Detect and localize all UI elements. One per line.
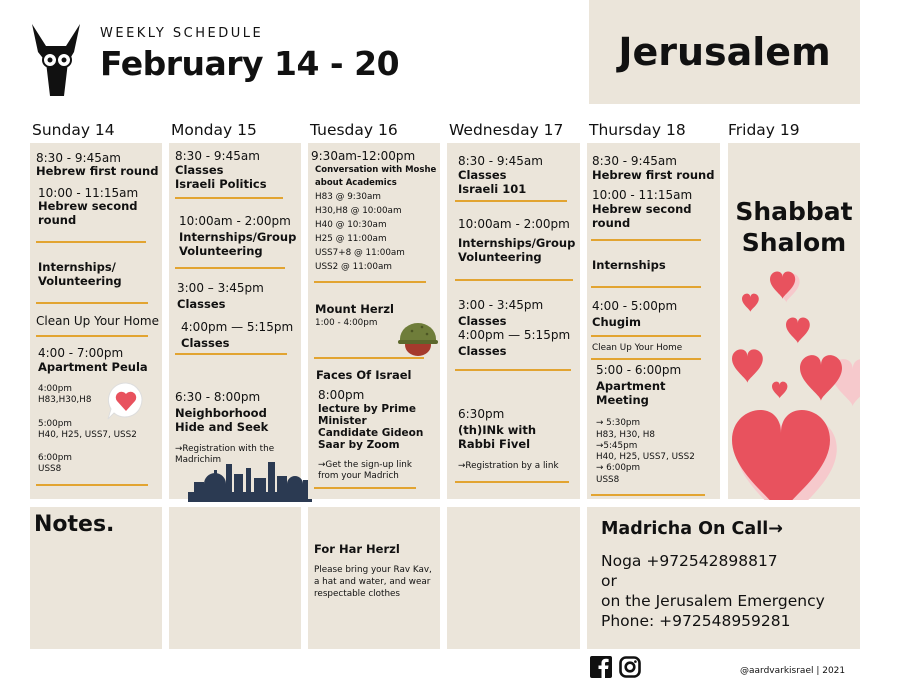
tuesday-column (308, 143, 440, 499)
event-time: 4:00 - 7:00pm (38, 346, 124, 360)
event-title: Hebrew second (592, 202, 692, 216)
divider (175, 353, 287, 355)
divider (36, 484, 148, 486)
event-time: 1:00 - 4:00pm (315, 318, 378, 328)
wednesday-column (447, 143, 580, 499)
event-title: Meeting (596, 393, 649, 407)
event-note: from your Madrich (318, 471, 399, 481)
day-header-tuesday: Tuesday 16 (310, 121, 398, 139)
divider (591, 494, 705, 496)
shabbat-greeting (728, 196, 860, 258)
group-slot: H30,H8 @ 10:00am (315, 206, 402, 216)
group-slot: → 6:00pm (596, 463, 641, 473)
group-slot: → 5:30pm (596, 418, 641, 428)
event-title: Classes (181, 336, 230, 350)
event-title: Apartment Peula (38, 360, 148, 374)
event-title: Clean Up Your Home (592, 343, 683, 353)
monday-column (169, 143, 301, 499)
group-slot: H40, H25, USS7, USS2 (596, 452, 695, 462)
divider (314, 281, 426, 283)
event-title: Volunteering (458, 250, 542, 264)
page-subtitle: WEEKLY SCHEDULE (100, 26, 264, 41)
event-title: Conversation with Moshe (315, 165, 437, 175)
divider (591, 286, 701, 288)
city-title: Jerusalem (589, 0, 860, 104)
group-slot: H25 @ 11:00am (315, 234, 387, 244)
event-note: →Get the sign-up link (318, 460, 412, 470)
event-title: about Academics (315, 178, 397, 188)
group-time: 4:00pm (38, 384, 72, 394)
hearts-icon (728, 268, 860, 500)
event-title: Israeli Politics (175, 177, 267, 191)
divider (455, 481, 569, 483)
event-title: Classes (458, 344, 507, 358)
group-slot: USS2 @ 11:00am (315, 262, 392, 272)
thursday-column (587, 143, 720, 499)
day-header-friday: Friday 19 (728, 121, 800, 139)
event-note: →Registration with the (175, 444, 275, 454)
event-title: Internships (592, 258, 666, 272)
notes-tuesday-box (308, 507, 440, 649)
event-title: Mount Herzl (315, 302, 394, 316)
event-time: 10:00am - 2:00pm (458, 217, 570, 231)
event-time: 8:30 - 9:45am (36, 151, 121, 165)
event-title: Hebrew first round (592, 168, 715, 182)
on-call-or: or (601, 572, 617, 590)
event-time: 8:00pm (318, 388, 365, 402)
divider (455, 279, 573, 281)
event-title: Volunteering (38, 274, 122, 288)
day-header-thursday: Thursday 18 (589, 121, 686, 139)
event-time: 4:00 - 5:00pm (592, 299, 678, 313)
event-title: Hebrew second (38, 199, 138, 213)
group-slot: H83, H30, H8 (596, 430, 656, 440)
event-title: Chugim (592, 315, 641, 329)
event-time: 10:00 - 11:15am (38, 186, 139, 200)
divider (455, 200, 567, 202)
event-time: 3:00 – 3:45pm (177, 281, 264, 295)
event-note: →Registration by a link (458, 461, 559, 471)
event-title: Classes (175, 163, 224, 177)
herzl-notes-line: Please bring your Rav Kav, (314, 565, 432, 575)
day-header-wednesday: Wednesday 17 (449, 121, 564, 139)
day-header-sunday: Sunday 14 (32, 121, 115, 139)
event-title: Faces Of Israel (316, 368, 412, 382)
city-skyline-icon (186, 456, 314, 502)
event-title: Classes (458, 168, 507, 182)
group-slot: H40 @ 10:30am (315, 220, 387, 230)
event-title: Internships/Group (458, 236, 576, 250)
soldier-helmet-icon (396, 315, 440, 359)
event-title: Apartment (596, 379, 666, 393)
on-call-emergency: on the Jerusalem Emergency (601, 592, 825, 610)
event-time: 6:30 - 8:00pm (175, 390, 261, 404)
event-title: round (592, 216, 631, 230)
notes-monday-box (169, 507, 301, 649)
footer-handle: @aardvarkisrael | 2021 (740, 666, 846, 676)
facebook-icon[interactable] (590, 656, 612, 678)
event-title: Hide and Seek (175, 420, 269, 434)
group-slot: →5:45pm (596, 441, 638, 451)
event-time: 6:30pm (458, 407, 505, 421)
on-call-contact: Noga +972542898817 (601, 552, 778, 570)
event-title: Volunteering (179, 244, 263, 258)
heart-bubble-icon (106, 381, 146, 421)
shabbat-line-2: Shalom (741, 228, 847, 257)
divider (591, 335, 701, 337)
event-time: 8:30 - 9:45am (175, 149, 260, 163)
divider (455, 369, 571, 371)
divider (175, 267, 285, 269)
on-call-title: Madricha On Call→ (601, 519, 783, 539)
event-title: Classes (458, 314, 507, 328)
event-time: 8:30 - 9:45am (592, 154, 677, 168)
event-desc: Saar by Zoom (318, 439, 400, 451)
event-time: 8:30 - 9:45am (458, 154, 543, 168)
herzl-notes-line: respectable clothes (314, 589, 401, 599)
event-title: round (38, 213, 77, 227)
divider (36, 335, 148, 337)
event-desc: Candidate Gideon (318, 427, 424, 439)
aardvark-logo-icon (28, 22, 84, 98)
divider (314, 487, 416, 489)
herzl-notes-line: a hat and water, and wear (314, 577, 431, 587)
page-title: February 14 - 20 (100, 44, 400, 83)
event-desc: lecture by Prime (318, 403, 416, 415)
divider (591, 239, 701, 241)
herzl-notes-title: For Har Herzl (314, 542, 400, 556)
event-time: 5:00 - 6:00pm (596, 363, 682, 377)
group-slot: USS7+8 @ 11:00am (315, 248, 405, 258)
event-desc: Minister (318, 415, 367, 427)
divider (36, 302, 148, 304)
shabbat-line-1: Shabbat (735, 197, 853, 226)
divider (591, 358, 701, 360)
event-title: Internships/ (38, 260, 116, 274)
event-title: Internships/Group (179, 230, 297, 244)
event-time: 3:00 - 3:45pm (458, 298, 544, 312)
notes-wednesday-box (447, 507, 580, 649)
event-title: Classes (177, 297, 226, 311)
event-time: 4:00pm — 5:15pm (458, 328, 571, 342)
event-time: 10:00 - 11:15am (592, 188, 693, 202)
group-time: 6:00pm (38, 453, 72, 463)
event-time: 10:00am - 2:00pm (179, 214, 291, 228)
event-note: Madrichim (175, 455, 222, 465)
group-list: H40, H25, USS7, USS2 (38, 430, 137, 440)
divider (36, 241, 146, 243)
notes-title: Notes. (34, 512, 115, 537)
group-slot: H83 @ 9:30am (315, 192, 381, 202)
event-title: Israeli 101 (458, 182, 527, 196)
group-list: USS8 (38, 464, 62, 474)
day-header-monday: Monday 15 (171, 121, 257, 139)
event-time: 9:30am-12:00pm (311, 149, 416, 163)
group-slot: USS8 (596, 475, 620, 485)
instagram-icon[interactable] (619, 656, 641, 678)
on-call-phone: Phone: +972548959281 (601, 612, 791, 630)
event-title: Clean Up Your Home (36, 314, 159, 328)
event-title: Rabbi Fivel (458, 437, 531, 451)
sunday-column (30, 143, 162, 499)
divider (175, 197, 283, 199)
event-time: 4:00pm — 5:15pm (181, 320, 294, 334)
group-time: 5:00pm (38, 419, 72, 429)
group-list: H83,H30,H8 (38, 395, 92, 405)
event-title: (th)INk with (458, 423, 537, 437)
event-title: Hebrew first round (36, 164, 159, 178)
event-title: Neighborhood (175, 406, 267, 420)
